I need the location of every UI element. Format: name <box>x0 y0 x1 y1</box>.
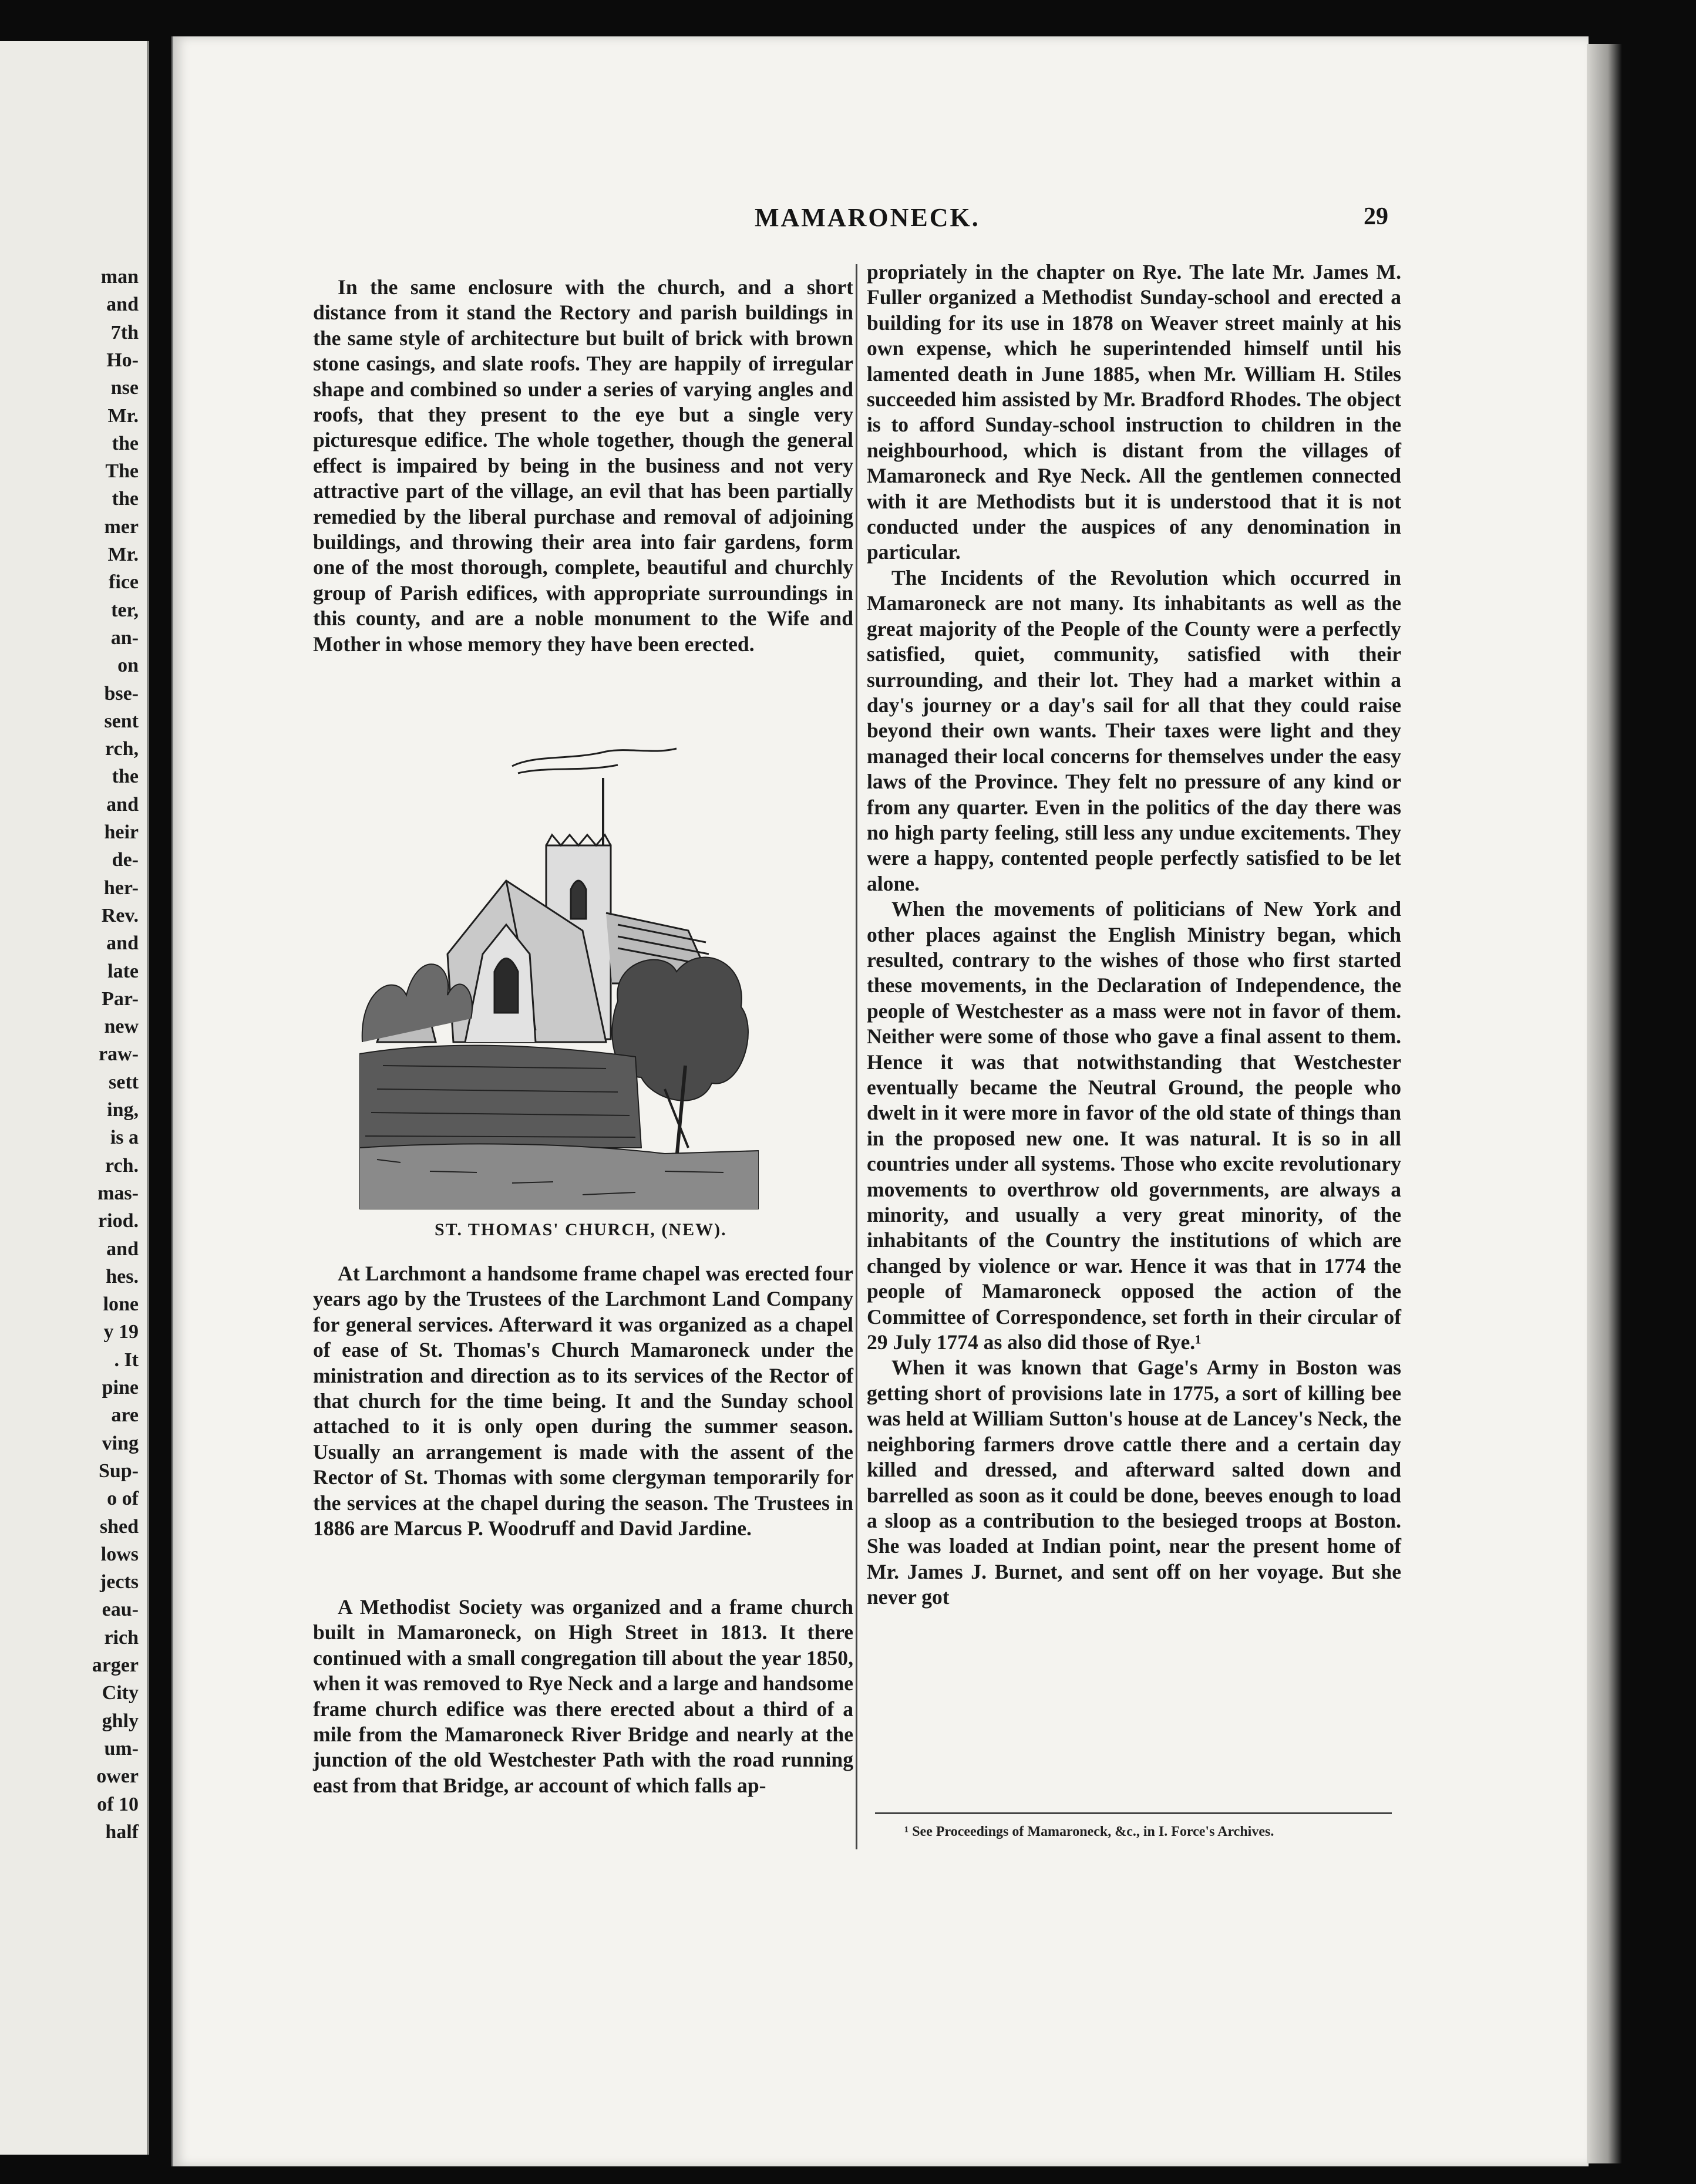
paragraph-rectory: In the same enclosure with the church, and a short distance from it stand the Rectory and parish buildings in the same style of architecture but built of brick with brown stone casings, and slate roofs. They are happily of irregular shape and combined so under a series of varying angles and roofs, that they present to the eye but a single very picturesque edifice. The whole together, though the general effect is impaired by being in the business and not very attractive part of the village, an evil that has been partially remedied by the liberal purchase and removal of adjoining buildings, and throwing their area into fair gardens, form one of the most thorough, complete, beautiful and churchly group of Parish edifices, with appropriate surroundings in this county, and are a noble monument to the Wife and Mother in whose memory they have been erected. <box>313 275 853 656</box>
facing-page-word-fragment: . It <box>114 1349 139 1371</box>
running-head <box>0 203 1696 238</box>
facing-page-word-fragment: and <box>106 932 139 955</box>
facing-page-word-fragment: lows <box>100 1543 139 1565</box>
facing-page-word-fragment: is a <box>110 1127 139 1149</box>
facing-page-word-fragment: rich <box>104 1626 139 1649</box>
facing-page-word-fragment: late <box>107 960 139 982</box>
facing-page-word-fragment: ter, <box>111 599 139 621</box>
facing-page-word-fragment: and <box>106 1238 139 1260</box>
facing-page-word-fragment: the <box>112 766 139 788</box>
facing-page-word-fragment: ving <box>102 1432 139 1454</box>
facing-page-word-fragment: nse <box>110 377 139 399</box>
facing-page-word-fragment: Mr. <box>107 405 139 427</box>
facing-page-word-fragment: 7th <box>110 321 139 343</box>
facing-page-word-fragment: City <box>102 1682 139 1704</box>
facing-page-word-fragment: and <box>106 294 139 316</box>
facing-page-word-fragment: Ho- <box>106 349 139 371</box>
facing-page-word-fragment: pine <box>102 1377 139 1398</box>
facing-page-word-fragment: The <box>105 460 139 483</box>
facing-page-word-fragment: jects <box>99 1571 139 1593</box>
facing-page-word-fragment: new <box>104 1016 139 1038</box>
facing-page-word-fragment: half <box>105 1821 139 1843</box>
footnote-rule <box>875 1812 1392 1814</box>
facing-page-word-fragment: shed <box>99 1515 139 1538</box>
paragraph-gages-army: When it was known that Gage's Army in Boston was getting short of provisions late in 1775, a sort of killing bee was held at William Sutton's house at de Lancey's Neck, the neighboring farmers drove cattle there and a certain day killed and dressed, and afterward salted down and barrelled as soon as it could be done, beeves enough to load a sloop as a contribution to the besieged troops at Boston. She was loaded at Indian point, near the present home of Mr. James J. Burnet, and sent off on her voyage. But she never got <box>867 1356 1401 1609</box>
facing-page-word-fragment: heir <box>104 821 139 843</box>
footnote: ¹ See Proceedings of Mamaroneck, &c., in I. Force's Archives. <box>904 1824 1274 1839</box>
facing-page-word-fragment: bse- <box>104 682 139 705</box>
facing-page-word-fragment: her- <box>103 877 139 899</box>
page-number: 29 <box>1364 203 1388 230</box>
facing-page-word-fragment: sent <box>104 710 139 732</box>
facing-page-fragment <box>0 41 149 2155</box>
facing-page-word-fragment: hes. <box>106 1265 139 1288</box>
running-head-title: MAMARONECK. <box>755 203 980 232</box>
facing-page-word-fragment: riod. <box>98 1210 139 1232</box>
facing-page-word-fragment: and <box>106 793 139 815</box>
facing-page-word-fragment: rch. <box>105 1154 139 1177</box>
facing-page-word-fragment: the <box>112 488 139 510</box>
facing-page-word-fragment: Sup- <box>98 1460 139 1482</box>
facing-page-word-fragment: the <box>112 432 139 454</box>
facing-page-word-fragment: sett <box>109 1071 139 1093</box>
facing-page-word-fragment: raw- <box>99 1043 139 1066</box>
paragraph-larchmont: At Larchmont a handsome frame chapel was erected four years ago by the Trustees of the Larchmont Land Company for general services. Afterward it was organized as a chapel of ease of St. Thomas's Church Mamaroneck under the ministration and direction as to its services of the Rector of that church for the time being. It and the Sunday school attached to it is only open during the summer season. Usually an arrangement is made with the assent of the Rector of St. Thomas with some clergyman temporarily for the services at the chapel during the season. The Trustees in 1886 are Marcus P. Woodruff and David Jardine. <box>313 1262 853 1541</box>
facing-page-word-fragment: rch, <box>105 738 139 760</box>
facing-page-word-fragment: man <box>100 266 139 288</box>
facing-page-word-fragment: ower <box>96 1765 139 1788</box>
facing-page-word-fragment: de- <box>112 849 139 871</box>
facing-page-word-fragment: mer <box>104 515 139 538</box>
right-text-column <box>867 259 1401 1610</box>
facing-page-word-fragment: an- <box>110 626 139 649</box>
illustration-caption: ST. THOMAS' CHURCH, (NEW). <box>435 1220 727 1239</box>
facing-page-word-fragment: fice <box>109 571 139 594</box>
paragraph-sunday-school: propriately in the chapter on Rye. The late Mr. James M. Fuller organized a Methodist Sunday-school and erected a building for its use in 1878 on Weaver street mainly at his own expense, which he superintended himself until his lamented death in June 1885, when Mr. William H. Stiles succeeded him assisted by Mr. Bradford Rhodes. The object is to afford Sunday-school instruction to children in the neighbourhood, which is distant from the villages of Mamaroneck and Rye Neck. All the gentlemen connected with it are Methodists but it is understood that it is not conducted under the auspices of any denomination in particular. <box>867 260 1401 564</box>
paragraph-methodist-society: A Methodist Society was organized and a frame church built in Mamaroneck, on High Street in 1813. It there continued with a small congregation till about the year 1850, when it was removed to Rye Neck and a large and handsome frame church edifice was there erected about a third of a mile from the Mamaroneck River Bridge and nearly at the junction of the old Westchester Path with the road running east from that Bridge, ar account of which falls ap- <box>313 1595 853 1797</box>
paragraph-politicians: When the movements of politicians of New York and other places against the English Ministry began, which resulted, contrary to the wishes of those who first started these movements, in the Declaration of Independence, the people of Westchester as a mass were not in favor of them. Neither were some of those who gave a final assent to them. Hence it was that notwithstanding that Westchester eventually became the Neutral Ground, the people who dwelt in it were more in favor of the old state of things than in the proposed new one. It was natural. It is so in all countries under all systems. Those who excite revolutionary movements to overthrow old governments, are always a minority, and usually a very great minority, of the inhabitants of the Country the institutions of which are changed by violence or war. Hence it was that in 1774 the people of Mamaroneck opposed the action of the Committee of Correspondence, set forth in their circular of 29 July 1774 as also did those of Rye.¹ <box>867 897 1401 1354</box>
facing-page-word-fragment: ghly <box>102 1710 139 1732</box>
facing-page-word-fragment: Par- <box>102 987 139 1010</box>
facing-page-word-fragment: Rev. <box>101 904 139 926</box>
facing-page-word-fragment: lone <box>103 1293 139 1316</box>
facing-page-word-fragment: o of <box>107 1488 139 1510</box>
facing-page-word-fragment: Mr. <box>107 544 139 565</box>
facing-page-word-fragment: ing, <box>107 1099 139 1121</box>
column-divider <box>856 264 857 1849</box>
facing-page-word-fragment: y 19 <box>103 1321 139 1343</box>
church-engraving <box>359 737 759 1209</box>
facing-page-word-fragment: of 10 <box>97 1793 139 1815</box>
facing-page-word-fragment: mas- <box>97 1182 139 1204</box>
page-edge-shadow <box>1587 44 1622 2163</box>
facing-page-word-fragment: on <box>117 655 139 677</box>
facing-page-word-fragment: eau- <box>102 1599 139 1621</box>
facing-page-word-fragment: um- <box>104 1737 139 1760</box>
paragraph-revolution-incidents: The Incidents of the Revolution which occurred in Mamaroneck are not many. Its inhabitants as well as the great majority of the People of the County were a perfectly satisfied, quiet, community, satisfied with their surrounding, and their lot. They had a market within a day's journey or a day's sail for all that they could raise beyond their own wants. Their taxes were light and they managed their local concerns for themselves under the easy laws of the Province. They felt no pressure of any kind or from any quarter. Even in the politics of the day there was no high party feeling, still less any undue excitements. They were a happy, contented people perfectly satisfied to be let alone. <box>867 565 1401 895</box>
facing-page-word-fragment: are <box>111 1404 139 1427</box>
facing-page-word-fragment: arger <box>92 1654 139 1676</box>
